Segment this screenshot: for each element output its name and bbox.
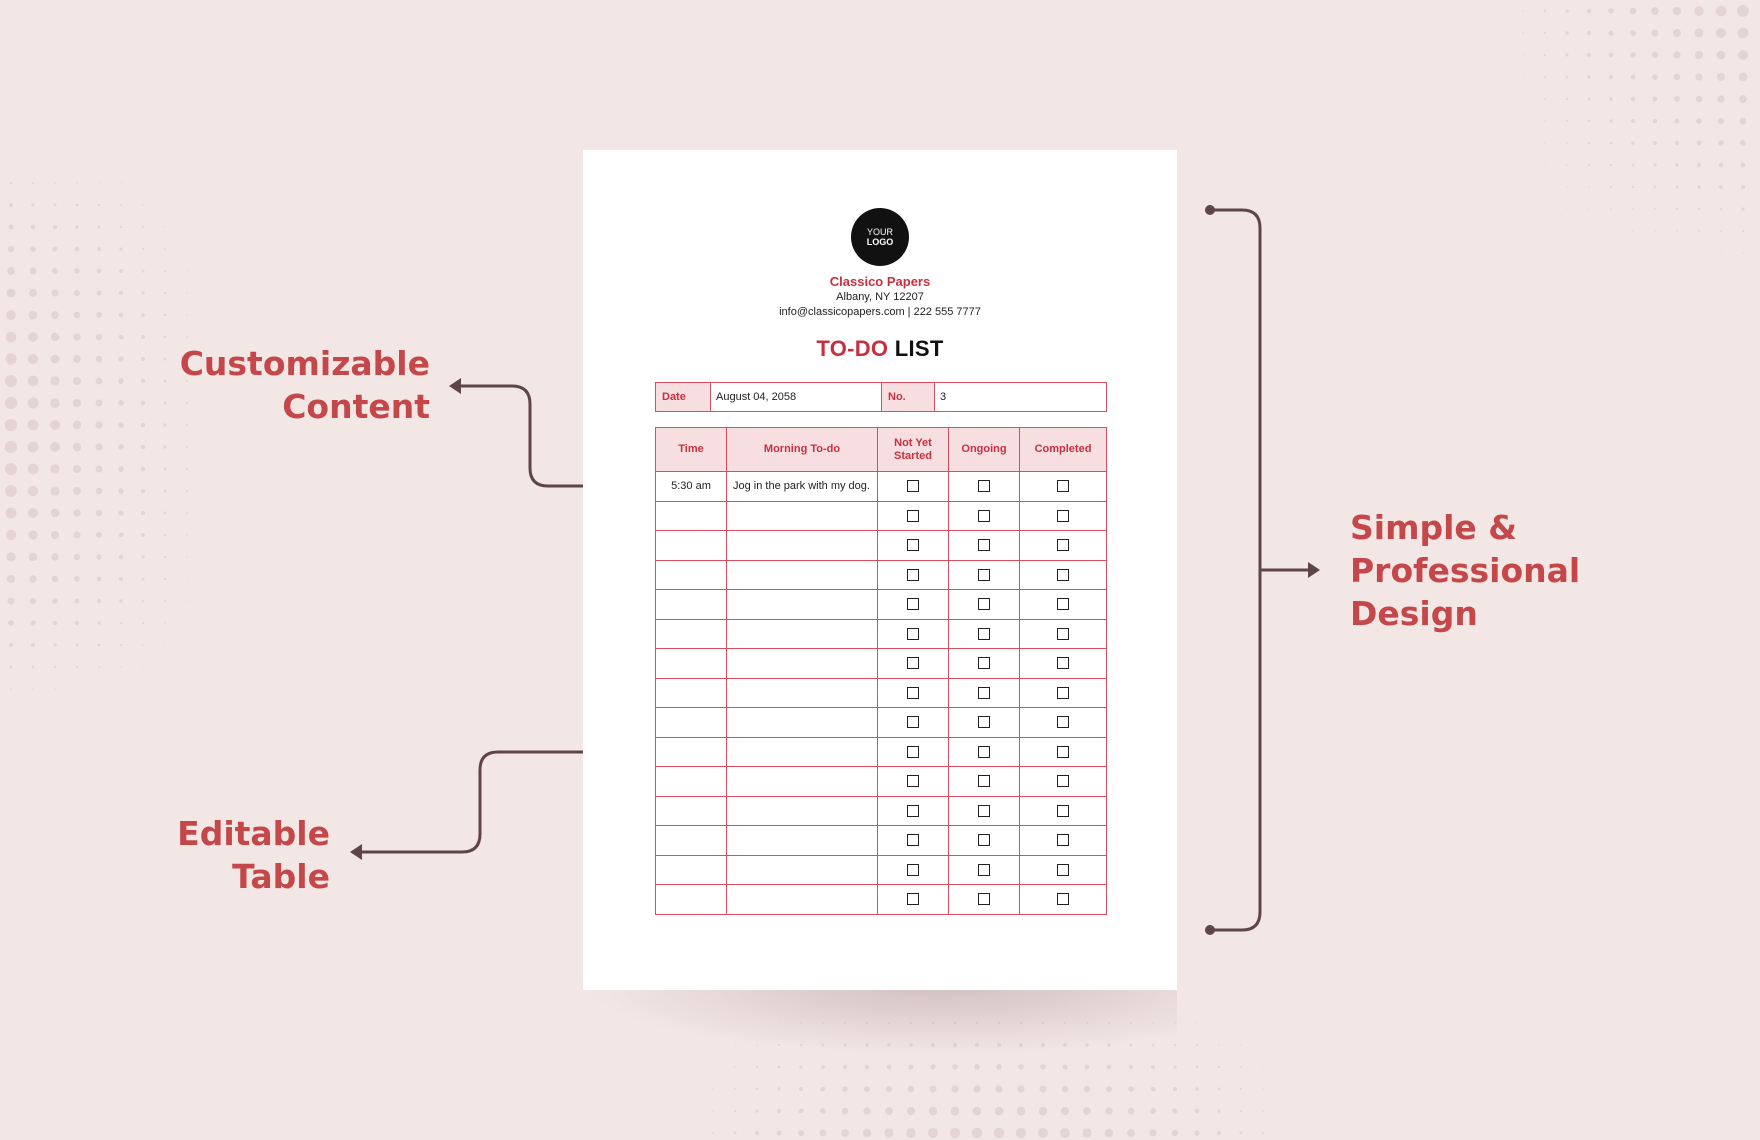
logo-placeholder — [851, 208, 909, 266]
completed-cell — [1020, 826, 1107, 856]
not-yet-started-checkbox[interactable] — [907, 834, 919, 846]
ongoing-cell — [949, 678, 1020, 708]
not-yet-started-cell — [878, 737, 949, 767]
not-yet-started-checkbox[interactable] — [907, 628, 919, 640]
logo-text: YOUR — [866, 227, 893, 237]
time-cell[interactable] — [656, 767, 727, 797]
table-row — [656, 560, 1107, 590]
ongoing-checkbox[interactable] — [978, 775, 990, 787]
task-cell[interactable] — [727, 649, 878, 679]
task-cell[interactable] — [727, 590, 878, 620]
not-yet-started-checkbox[interactable] — [907, 569, 919, 581]
ongoing-checkbox[interactable] — [978, 569, 990, 581]
table-row — [656, 708, 1107, 738]
not-yet-started-checkbox[interactable] — [907, 598, 919, 610]
ongoing-cell — [949, 885, 1020, 915]
logo-text: LOGO — [866, 237, 894, 247]
completed-checkbox[interactable] — [1057, 569, 1069, 581]
not-yet-started-cell — [878, 531, 949, 561]
completed-cell — [1020, 619, 1107, 649]
ongoing-checkbox[interactable] — [978, 480, 990, 492]
not-yet-started-checkbox[interactable] — [907, 893, 919, 905]
completed-cell — [1020, 855, 1107, 885]
company-name: Classico Papers — [829, 274, 931, 289]
not-yet-started-checkbox[interactable] — [907, 805, 919, 817]
ongoing-cell — [949, 649, 1020, 679]
arrow-left-icon — [350, 844, 362, 860]
arrow-left-icon — [449, 378, 461, 394]
not-yet-started-cell — [878, 885, 949, 915]
time-cell[interactable] — [656, 826, 727, 856]
ongoing-checkbox[interactable] — [978, 716, 990, 728]
time-cell[interactable] — [656, 708, 727, 738]
table-row — [656, 590, 1107, 620]
not-yet-started-checkbox[interactable] — [907, 746, 919, 758]
time-cell[interactable] — [656, 560, 727, 590]
completed-cell — [1020, 501, 1107, 531]
completed-checkbox[interactable] — [1057, 510, 1069, 522]
completed-cell — [1020, 472, 1107, 502]
time-cell[interactable] — [656, 678, 727, 708]
not-yet-started-checkbox[interactable] — [907, 716, 919, 728]
number-label: No. — [882, 383, 935, 412]
bracket-design — [1210, 210, 1260, 930]
ongoing-checkbox[interactable] — [978, 834, 990, 846]
not-yet-started-cell — [878, 590, 949, 620]
todo-table — [655, 427, 1107, 915]
table-row — [656, 619, 1107, 649]
arrow-right-icon — [1308, 562, 1320, 578]
completed-cell — [1020, 560, 1107, 590]
completed-checkbox[interactable] — [1057, 480, 1069, 492]
time-cell[interactable] — [656, 649, 727, 679]
not-yet-started-cell — [878, 826, 949, 856]
ongoing-cell — [949, 708, 1020, 738]
callout-line: Customizable — [179, 344, 430, 383]
connector-editable — [356, 752, 614, 852]
time-cell[interactable] — [656, 619, 727, 649]
ongoing-cell — [949, 619, 1020, 649]
ongoing-cell — [949, 531, 1020, 561]
paper-shadow — [583, 985, 1177, 1055]
ongoing-cell — [949, 501, 1020, 531]
not-yet-started-cell — [878, 678, 949, 708]
completed-checkbox[interactable] — [1057, 716, 1069, 728]
time-cell[interactable] — [656, 590, 727, 620]
task-cell[interactable] — [727, 885, 878, 915]
time-cell[interactable] — [656, 796, 727, 826]
completed-cell — [1020, 590, 1107, 620]
ongoing-checkbox[interactable] — [978, 510, 990, 522]
completed-cell — [1020, 678, 1107, 708]
completed-checkbox[interactable] — [1057, 864, 1069, 876]
header-ongoing: Ongoing — [949, 428, 1020, 472]
not-yet-started-cell — [878, 501, 949, 531]
connector-dot — [1205, 925, 1215, 935]
time-cell[interactable] — [656, 531, 727, 561]
completed-checkbox[interactable] — [1057, 598, 1069, 610]
not-yet-started-cell — [878, 767, 949, 797]
callout-line: Simple & — [1350, 508, 1518, 547]
task-cell[interactable] — [727, 501, 878, 531]
title-part: LIST — [894, 336, 944, 361]
header-morning-todo: Morning To-do — [727, 428, 878, 472]
not-yet-started-cell — [878, 796, 949, 826]
date-label: Date — [656, 383, 711, 412]
task-cell[interactable] — [727, 619, 878, 649]
completed-checkbox[interactable] — [1057, 657, 1069, 669]
not-yet-started-checkbox[interactable] — [907, 864, 919, 876]
callout-line: Editable — [177, 814, 330, 853]
document-page — [583, 150, 1177, 990]
completed-cell — [1020, 767, 1107, 797]
ongoing-cell — [949, 855, 1020, 885]
ongoing-cell — [949, 826, 1020, 856]
document-title — [583, 336, 1177, 362]
ongoing-checkbox[interactable] — [978, 805, 990, 817]
completed-cell — [1020, 737, 1107, 767]
not-yet-started-cell — [878, 708, 949, 738]
table-row — [656, 796, 1107, 826]
completed-checkbox[interactable] — [1057, 893, 1069, 905]
not-yet-started-checkbox[interactable] — [907, 657, 919, 669]
ongoing-checkbox[interactable] — [978, 628, 990, 640]
ongoing-checkbox[interactable] — [978, 864, 990, 876]
completed-checkbox[interactable] — [1057, 834, 1069, 846]
task-cell[interactable] — [727, 796, 878, 826]
task-cell[interactable] — [727, 560, 878, 590]
completed-cell — [1020, 531, 1107, 561]
time-cell[interactable] — [656, 737, 727, 767]
todo-table-body — [656, 472, 1107, 915]
connector-dot — [1205, 205, 1215, 215]
completed-checkbox[interactable] — [1057, 539, 1069, 551]
header-completed: Completed — [1020, 428, 1107, 472]
table-row — [656, 472, 1107, 502]
table-row — [656, 649, 1107, 679]
not-yet-started-checkbox[interactable] — [907, 539, 919, 551]
title-part: TO-DO — [816, 336, 889, 361]
task-cell[interactable]: Jog in the park with my dog. — [727, 472, 878, 502]
completed-cell — [1020, 796, 1107, 826]
ongoing-checkbox[interactable] — [978, 687, 990, 699]
completed-checkbox[interactable] — [1057, 775, 1069, 787]
time-cell[interactable] — [656, 885, 727, 915]
ongoing-checkbox[interactable] — [978, 893, 990, 905]
company-address: Albany, NY 12207 — [836, 291, 924, 303]
completed-checkbox[interactable] — [1057, 746, 1069, 758]
table-row — [656, 678, 1107, 708]
ongoing-checkbox[interactable] — [978, 539, 990, 551]
completed-checkbox[interactable] — [1057, 687, 1069, 699]
ongoing-cell — [949, 590, 1020, 620]
time-cell[interactable] — [656, 501, 727, 531]
not-yet-started-checkbox[interactable] — [907, 775, 919, 787]
callout-line: Table — [232, 857, 330, 896]
callout-line: Professional — [1350, 551, 1581, 590]
meta-table — [655, 382, 1107, 412]
ongoing-cell — [949, 560, 1020, 590]
ongoing-cell — [949, 472, 1020, 502]
header-not-yet-started: Not Yet Started — [878, 428, 949, 472]
callout-line: Content — [282, 387, 430, 426]
ongoing-checkbox[interactable] — [978, 657, 990, 669]
ongoing-checkbox[interactable] — [978, 746, 990, 758]
number-value[interactable]: 3 — [935, 383, 1107, 412]
table-row — [656, 737, 1107, 767]
table-row — [656, 855, 1107, 885]
table-row — [656, 501, 1107, 531]
ongoing-checkbox[interactable] — [978, 598, 990, 610]
not-yet-started-checkbox[interactable] — [907, 687, 919, 699]
task-cell[interactable] — [727, 708, 878, 738]
table-row — [656, 885, 1107, 915]
not-yet-started-checkbox[interactable] — [907, 510, 919, 522]
time-cell[interactable]: 5:30 am — [656, 472, 727, 502]
task-cell[interactable] — [727, 678, 878, 708]
task-cell[interactable] — [727, 855, 878, 885]
task-cell[interactable] — [727, 767, 878, 797]
completed-cell — [1020, 649, 1107, 679]
task-cell[interactable] — [727, 531, 878, 561]
header-time: Time — [656, 428, 727, 472]
company-contact: info@classicopapers.com | 222 555 7777 — [779, 306, 981, 318]
completed-cell — [1020, 708, 1107, 738]
completed-checkbox[interactable] — [1057, 628, 1069, 640]
task-cell[interactable] — [727, 826, 878, 856]
time-cell[interactable] — [656, 855, 727, 885]
not-yet-started-cell — [878, 472, 949, 502]
table-row — [656, 826, 1107, 856]
not-yet-started-cell — [878, 855, 949, 885]
ongoing-cell — [949, 767, 1020, 797]
callout-line: Design — [1350, 594, 1478, 633]
table-row — [656, 531, 1107, 561]
not-yet-started-checkbox[interactable] — [907, 480, 919, 492]
table-row — [656, 767, 1107, 797]
completed-checkbox[interactable] — [1057, 805, 1069, 817]
ongoing-cell — [949, 796, 1020, 826]
ongoing-cell — [949, 737, 1020, 767]
task-cell[interactable] — [727, 737, 878, 767]
not-yet-started-cell — [878, 560, 949, 590]
date-value[interactable]: August 04, 2058 — [711, 383, 882, 412]
not-yet-started-cell — [878, 649, 949, 679]
completed-cell — [1020, 885, 1107, 915]
not-yet-started-cell — [878, 619, 949, 649]
